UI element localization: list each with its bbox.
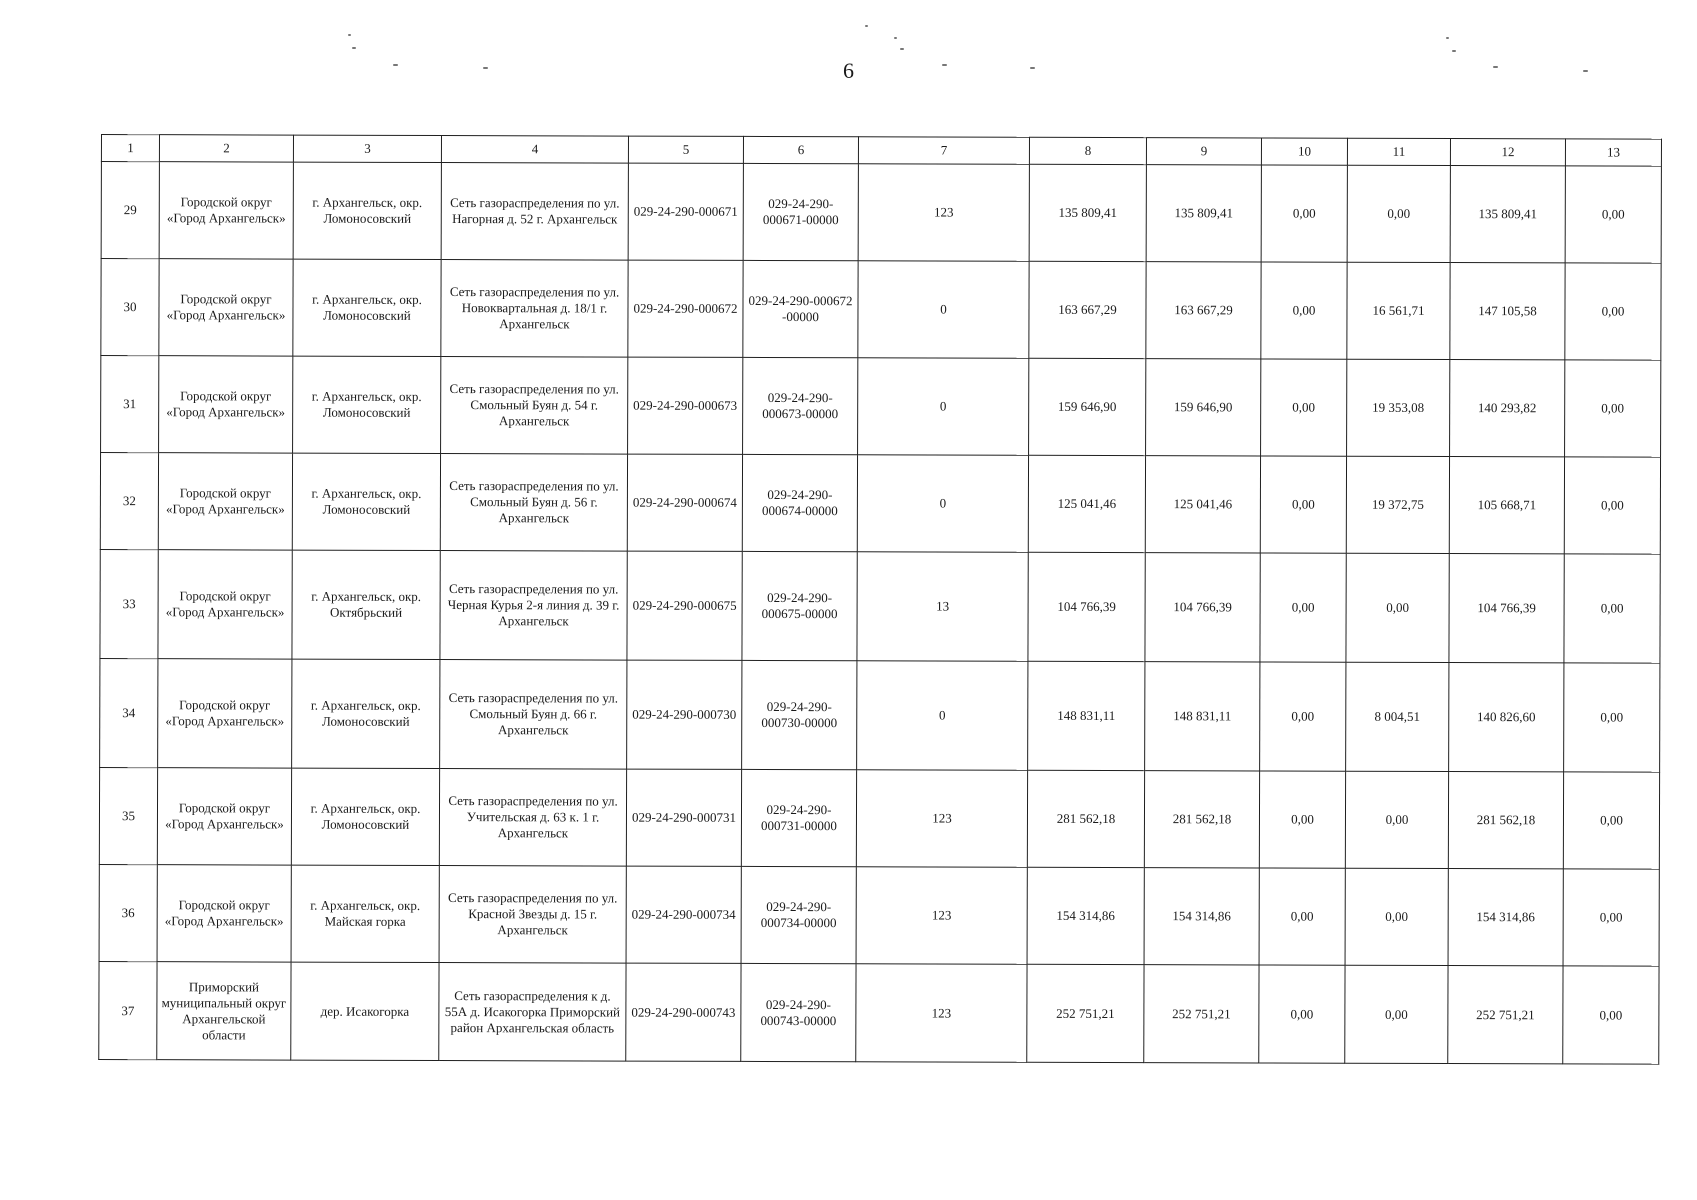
location-cell: г. Архангельск, окр. Ломоносовский [293,162,441,259]
table-row [100,453,1660,555]
cadastral-number-cell: 029-24-290-000734 [626,866,741,963]
registry-number-cell: 029-24-290-000730-00000 [742,660,857,769]
table-row [99,767,1659,869]
value-col-13-cell: 0,00 [1563,772,1659,869]
table-body [99,135,1662,1065]
value-col-12-cell: 154 314,86 [1448,869,1563,966]
value-col-9-cell: 125 041,46 [1145,456,1260,553]
table-row [100,549,1660,663]
value-col-9-cell: 104 766,39 [1145,553,1260,662]
cadastral-number-cell: 029-24-290-000731 [626,769,741,866]
value-col-8-cell: 125 041,46 [1028,455,1145,552]
page-number: 6 [843,58,854,83]
value-col-11-cell: 8 004,51 [1346,662,1449,771]
value-col-8-cell: 154 314,86 [1027,867,1144,964]
location-cell: г. Архангельск, окр. Ломоносовский [292,453,440,550]
value-col-10-cell: 0,00 [1260,662,1346,771]
object-name-cell: Сеть газораспределения по ул. Черная Курья 2-я линия д. 39 г. Архангельск [440,551,627,661]
value-col-12-cell: 135 809,41 [1450,166,1565,263]
municipality-cell: Городской округ «Город Архангельск» [159,356,293,453]
value-col-10-cell: 0,00 [1260,553,1346,662]
municipality-cell: Городской округ «Город Архангельск» [157,768,291,865]
object-name-cell: Сеть газораспределения по ул. Новоквартальная д. 18/1 г. Архангельск [441,260,628,358]
value-col-9-cell: 135 809,41 [1146,165,1261,262]
object-name-cell: Сеть газораспределения по ул. Смольный Буян д. 56 г. Архангельск [440,454,627,552]
code-cell: 0 [858,261,1029,359]
table-row [99,961,1659,1064]
registry-number-cell: 029-24-290-000672 -00000 [743,260,858,357]
column-header: 5 [628,136,743,163]
code-cell: 0 [857,455,1028,553]
cadastral-number-cell: 029-24-290-000671 [628,163,743,260]
value-col-12-cell: 140 293,82 [1450,360,1565,457]
value-col-8-cell: 148 831,11 [1028,661,1145,770]
location-cell: г. Архангельск, окр. Ломоносовский [291,768,439,865]
location-cell: г. Архангельск, окр. Октябрьский [292,550,440,659]
value-col-10-cell: 0,00 [1261,359,1347,456]
code-cell: 123 [856,964,1027,1063]
code-cell: 13 [857,552,1028,662]
column-header: 2 [159,135,293,162]
row-number-cell: 33 [100,549,158,658]
row-number-cell: 31 [101,356,159,453]
location-cell: дер. Исакогорка [291,962,439,1060]
value-col-13-cell: 0,00 [1565,166,1661,263]
municipality-cell: Городской округ «Город Архангельск» [158,659,292,768]
table-row [99,864,1659,966]
column-header: 9 [1146,138,1261,165]
value-col-12-cell: 281 562,18 [1448,772,1563,869]
registry-number-cell: 029-24-290-000673-00000 [743,357,858,454]
column-header: 4 [441,136,628,164]
row-number-cell: 37 [99,961,157,1059]
value-col-10-cell: 0,00 [1261,262,1347,359]
value-col-10-cell: 0,00 [1259,868,1345,965]
value-col-11-cell: 16 561,71 [1347,262,1450,359]
table-row [101,162,1661,264]
value-col-9-cell: 281 562,18 [1144,771,1259,868]
cadastral-number-cell: 029-24-290-000675 [627,551,742,660]
object-name-cell: Сеть газораспределения по ул. Смольный Буян д. 66 г. Архангельск [440,660,627,770]
row-number-cell: 32 [100,453,158,550]
value-col-12-cell: 147 105,58 [1450,263,1565,360]
object-name-cell: Сеть газораспределения по ул. Учительская д. 63 к. 1 г. Архангельск [439,769,626,867]
value-col-13-cell: 0,00 [1564,663,1660,772]
registry-number-cell: 029-24-290-000674-00000 [742,454,857,551]
cadastral-number-cell: 029-24-290-000673 [628,357,743,454]
code-cell: 123 [856,770,1027,868]
code-cell: 0 [858,358,1029,456]
value-col-13-cell: 0,00 [1565,360,1661,457]
value-col-8-cell: 281 562,18 [1027,770,1144,867]
column-header: 7 [858,137,1029,165]
value-col-11-cell: 0,00 [1347,165,1450,262]
cadastral-number-cell: 029-24-290-000672 [628,260,743,357]
value-col-11-cell: 19 353,08 [1347,359,1450,456]
gas-network-register-table [98,134,1662,1065]
column-header: 3 [293,135,441,162]
value-col-12-cell: 252 751,21 [1448,966,1563,1064]
value-col-11-cell: 0,00 [1345,965,1448,1063]
table-row [101,356,1661,458]
register-table-wrapper [98,134,1661,1065]
municipality-cell: Городской округ «Город Архангельск» [157,865,291,962]
registry-number-cell: 029-24-290-000731-00000 [741,769,856,866]
value-col-10-cell: 0,00 [1259,771,1345,868]
value-col-11-cell: 0,00 [1346,553,1449,662]
value-col-11-cell: 19 372,75 [1346,456,1449,553]
value-col-13-cell: 0,00 [1565,263,1661,360]
cadastral-number-cell: 029-24-290-000730 [627,660,742,769]
value-col-8-cell: 163 667,29 [1029,261,1146,358]
location-cell: г. Архангельск, окр. Ломоносовский [293,259,441,356]
column-header: 8 [1029,137,1146,164]
municipality-cell: Городской округ «Город Архангельск» [158,453,292,550]
value-col-9-cell: 148 831,11 [1145,662,1260,771]
municipality-cell: Городской округ «Город Архангельск» [158,550,292,659]
value-col-8-cell: 159 646,90 [1029,358,1146,455]
column-header: 1 [101,135,159,162]
location-cell: г. Архангельск, окр. Майская горка [291,865,439,962]
column-header: 10 [1261,138,1347,165]
object-name-cell: Сеть газораспределения к д. 55А д. Исакогорка Приморский район Архангельская область [439,963,626,1062]
municipality-cell: Приморский муниципальный округ Архангельской области [157,962,291,1060]
location-cell: г. Архангельск, окр. Ломоносовский [293,356,441,453]
value-col-13-cell: 0,00 [1564,554,1660,663]
column-header: 11 [1347,138,1450,165]
row-number-cell: 34 [100,658,158,767]
object-name-cell: Сеть газораспределения по ул. Смольный Буян д. 54 г. Архангельск [441,357,628,455]
cadastral-number-cell: 029-24-290-000743 [626,963,741,1061]
code-cell: 123 [856,867,1027,965]
object-name-cell: Сеть газораспределения по ул. Красной Звезды д. 15 г. Архангельск [439,866,626,964]
code-cell: 0 [857,661,1028,771]
value-col-11-cell: 0,00 [1345,771,1448,868]
value-col-12-cell: 104 766,39 [1449,554,1564,663]
registry-number-cell: 029-24-290-000734-00000 [741,866,856,963]
value-col-10-cell: 0,00 [1259,965,1345,1063]
row-number-cell: 29 [101,162,159,259]
value-col-9-cell: 252 751,21 [1144,965,1259,1063]
column-header: 13 [1565,139,1661,166]
value-col-8-cell: 252 751,21 [1027,964,1144,1062]
municipality-cell: Городской округ «Город Архангельск» [159,162,293,259]
value-col-8-cell: 104 766,39 [1028,552,1145,661]
registry-number-cell: 029-24-290-000675-00000 [742,551,857,660]
row-number-cell: 35 [99,767,157,864]
code-cell: 123 [858,164,1029,262]
value-col-11-cell: 0,00 [1345,868,1448,965]
value-col-9-cell: 163 667,29 [1146,262,1261,359]
column-header: 12 [1450,139,1565,166]
registry-number-cell: 029-24-290-000743-00000 [741,963,856,1061]
value-col-12-cell: 140 826,60 [1449,663,1564,772]
cadastral-number-cell: 029-24-290-000674 [627,454,742,551]
location-cell: г. Архангельск, окр. Ломоносовский [292,659,440,768]
row-number-cell: 30 [101,259,159,356]
value-col-9-cell: 159 646,90 [1146,359,1261,456]
table-row [100,658,1660,772]
value-col-9-cell: 154 314,86 [1144,868,1259,965]
value-col-13-cell: 0,00 [1563,966,1659,1064]
table-row [101,259,1661,361]
value-col-12-cell: 105 668,71 [1449,457,1564,554]
value-col-10-cell: 0,00 [1261,165,1347,262]
column-header: 6 [743,136,858,163]
registry-number-cell: 029-24-290-000671-00000 [743,163,858,260]
value-col-8-cell: 135 809,41 [1029,164,1146,261]
value-col-10-cell: 0,00 [1260,456,1346,553]
value-col-13-cell: 0,00 [1564,457,1660,554]
value-col-13-cell: 0,00 [1563,869,1659,966]
object-name-cell: Сеть газораспределения по ул. Нагорная д. 52 г. Архангельск [441,163,628,261]
row-number-cell: 36 [99,864,157,961]
municipality-cell: Городской округ «Город Архангельск» [159,259,293,356]
